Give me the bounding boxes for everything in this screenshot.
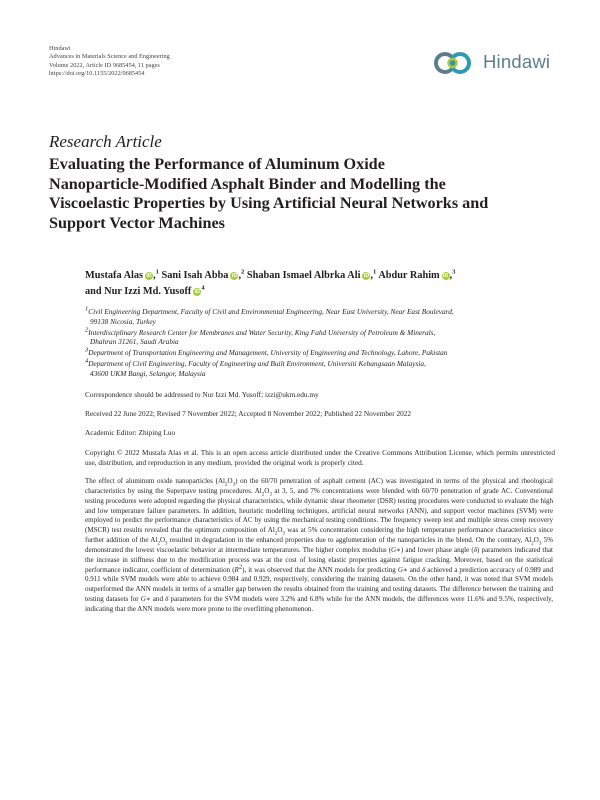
affiliation-list: [85, 307, 555, 380]
affiliation: [85, 307, 555, 326]
journal-meta: [49, 45, 170, 79]
hindawi-linked-rings-icon: [433, 48, 479, 78]
author-list: Mustafa Alas iD,$^1$ Sani Isah Abba iD,$^2$ Shaban Ismael Albrka Ali iD,$^1$ Abdur Rahim iD,$^3$ and Nur Izzi Md. Yusoff $iD^4$: [85, 268, 456, 297]
abstract: [85, 477, 553, 615]
affiliation-text: Civil Engineering Department, Faculty of Civil and Environmental Engineering, Near East University, Near East Boulevard,: [88, 307, 454, 316]
affiliation: [85, 328, 555, 347]
author-affiliation-number: 4: [201, 284, 205, 292]
author-affiliation-number: 3: [452, 268, 456, 276]
affiliation-number: 3: [85, 346, 89, 354]
affiliation-text: Department of Civil Engineering, Faculty of Engineering and Built Environment, Universiti Kebangsaan Malaysia,: [88, 359, 426, 368]
affiliation-text: Interdisciplinary Research Center for Membranes and Water Security, King Fahd University of Petroleum & Minerals,: [88, 327, 436, 337]
publication-dates: Received 22 June 2022; Revised 7 November 2022; Accepted 8 November 2022; Published 22 November 2022: [85, 409, 412, 418]
author-affiliation-number: 1: [373, 268, 377, 276]
affiliation: [85, 348, 555, 358]
author-name: Sani Isah Abba: [161, 270, 229, 281]
author-affiliation-number: 1: [155, 268, 159, 276]
logo-text: Hindawi: [483, 51, 551, 72]
affiliation-number: 2: [85, 326, 89, 334]
author-affiliation-number: 2: [241, 268, 245, 276]
affiliation-text: Department of Transportation Engineering and Management, University of Engineering and Technology, Lahore, Pakistan: [88, 348, 448, 357]
title-line: Viscoelastic Properties by Using Artificial Neural Networks and: [49, 194, 489, 212]
orcid-icon[interactable]: iD: [363, 273, 370, 279]
author-name: Mustafa Alas: [85, 270, 144, 281]
author-name: and Nur Izzi Md. Yusoff: [85, 285, 192, 297]
title-line: Evaluating the Performance of Aluminum Oxide: [49, 155, 385, 173]
title-line: Nanoparticle-Modified Asphalt Binder and Modelling the: [49, 174, 446, 193]
hindawi-logo: [433, 48, 553, 78]
orcid-icon[interactable]: iD: [443, 273, 449, 279]
affiliation-number: 4: [85, 357, 89, 365]
affiliation-text: 43600 UKM Bangi, Selangor, Malaysia: [90, 368, 206, 378]
affiliation-text: Dhahran 31261, Saudi Arabia: [90, 337, 179, 346]
doi-link[interactable]: https://doi.org/10.1155/2022/9685454: [49, 70, 145, 78]
orcid-icon[interactable]: iD: [194, 288, 200, 295]
affiliation-text: 99138 Nicosia, Turkey: [90, 316, 156, 326]
article-type: Research Article: [49, 132, 162, 151]
publisher-name: Hindawi: [49, 45, 71, 52]
orcid-icon[interactable]: iD: [231, 273, 238, 279]
affiliation-number: 1: [85, 305, 89, 313]
title-line: Support Vector Machines: [49, 213, 225, 232]
volume-info: Volume 2022, Article ID 9685454, 11 pages: [49, 61, 160, 69]
academic-editor: Academic Editor: Zhiping Luo: [85, 428, 176, 437]
author-name: Shaban Ismael Albrka Ali: [246, 270, 361, 281]
author-name: Abdur Rahim: [378, 270, 440, 281]
journal-name: Advances in Materials Science and Engineering: [49, 53, 170, 61]
affiliation: [85, 359, 555, 378]
article-title: [49, 155, 554, 233]
abstract-text: The effect of aluminum oxide nanoparticles $(Al_2O_3)$ on the 60/70 penetration of asphalt cement (AC) was investigated in terms of the physical and rheological characteristics by using the Superpave testing procedures. $Al_2O_3$ at 3, 5, and 7% concentrations were blended with 60/70 penetration of grade AC. Conventional testing procedures were adopted regarding the physical characteristics, while dynamic shear rheometer (DSR) testing procedures were conducted to evaluate the high and low temperature failure parameters. In addition, heuristic modelling techniques, artificial neural networks (ANN), and support vector machines (SVM) were employed to predict the performance characteristics of AC by using the mechanical testing conditions. The frequency sweep test and multiple stress creep recovery (MSCR) test results revealed that the optimum composition of $Al_2O_3$ was at 5% concentration considering the high temperature performance characteristics since further addition of the $Al_2O_3$ resulted in degradation in the enhanced properties due to agglomeration of the nanoparticles in the blend. On the contrary, $Al_2O_3$ 5% demonstrated the lowest viscoelastic behavior at intermediate temperatures. The higher complex modulus (G∗) and lower phase angle (δ) parameters indicated that the increase in stiffness due to the modification process was at the cost of losing elastic properties against fatigue cracking. Moreover, based on the statistical performance indicator, coefficient of determination $(R^2)$, it was observed that the ANN models for predicting G∗ and δ achieved a prediction accuracy of 0.989 and 0.911 while SVM models were able to achieve 0.984 and 0.929, respectively, considering the training datasets. On the other hand, it was noted that SVM models outperformed the ANN models in terms of a smaller gap between the results obtained from the training and testing datasets. The difference between the training and testing datasets for G∗ and δ parameters for the SVM models were 3.2% and 6.8% while for the ANN models, the differences were 11.6% and 9.5%, respectively, indicating that the ANN models were more prone to the overfitting phenomenon.: [85, 477, 554, 613]
orcid-icon[interactable]: iD: [146, 273, 152, 279]
copyright-notice: Copyright © 2022 Mustafa Alas et al. This is an open access article distributed under the Creative Commons Attribution License, which permits unrestricted use, distribution, and reproduction in any medium, provided the original work is properly cited.: [85, 448, 555, 467]
correspondence-note: Correspondence should be addressed to Nur Izzi Md. Yusoff; izzi@ukm.edu.my: [85, 390, 319, 399]
